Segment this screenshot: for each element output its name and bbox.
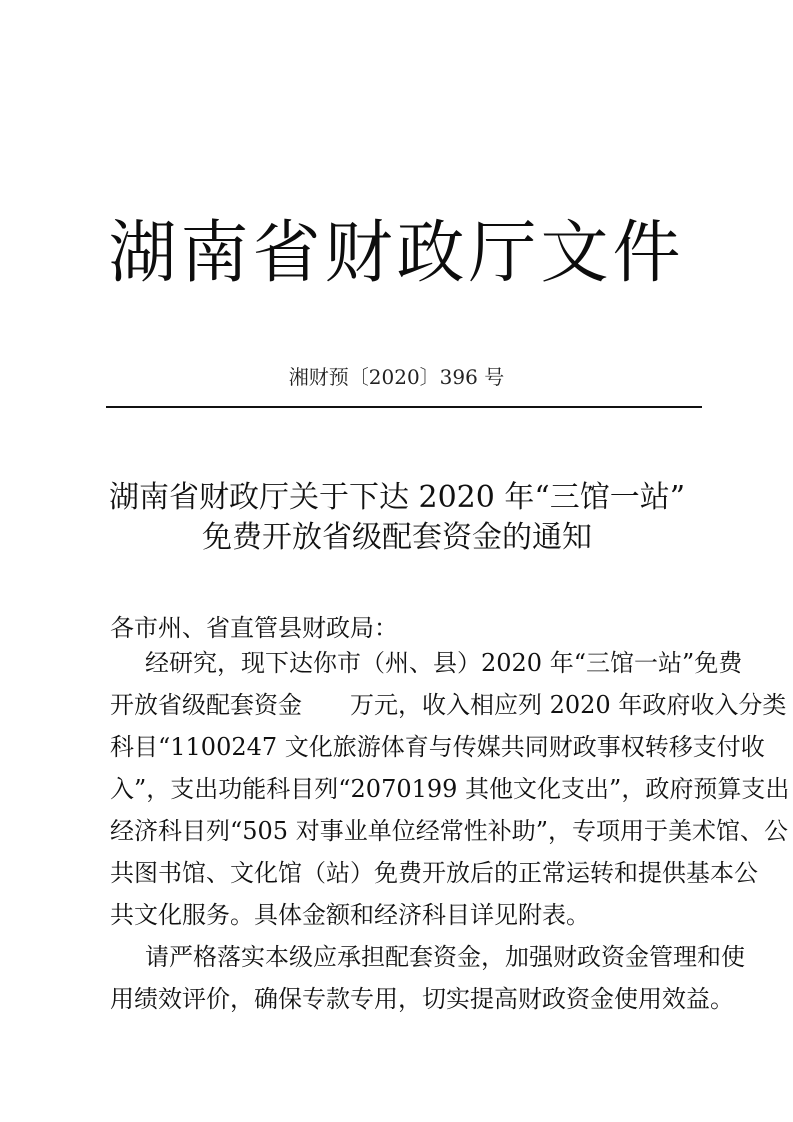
paragraph-1-line-2: 开放省级配套资金 万元，收入相应列 2020 年政府收入分类 [110,691,787,719]
paragraph-1-line-4: 入”，支出功能科目列“2070199 其他文化支出”，政府预算支出 [110,775,790,803]
recipient-line: 各市州、省直管县财政局： [110,614,398,642]
paragraph-1-line-3: 科目“1100247 文化旅游体育与传媒共同财政事权转移支付收 [110,733,765,761]
notice-title-line-1: 湖南省财政厅关于下达 2020 年“三馆一站” [108,480,686,515]
paragraph-1-line-5: 经济科目列“505 对事业单位经常性补助”，专项用于美术馆、公 [110,817,788,845]
paragraph-1-line-1: 经研究，现下达你市（州、县）2020 年“三馆一站”免费 [145,649,743,677]
document-number: 湘财预〔2020〕396 号 [288,365,505,389]
paragraph-1-line-6: 共图书馆、文化馆（站）免费开放后的正常运转和提供基本公 [110,859,758,887]
paragraph-1-line-7: 共文化服务。具体金额和经济科目详见附表。 [110,901,590,929]
paragraph-2-line-2: 用绩效评价，确保专款专用，切实提高财政资金使用效益。 [110,985,734,1013]
header-divider [106,406,702,408]
notice-title-line-2: 免费开放省级配套资金的通知 [202,520,592,555]
paragraph-2-line-1: 请严格落实本级应承担配套资金，加强财政资金管理和使 [145,943,745,971]
notice-title [95,478,699,558]
document-header-title: 湖南省财政厅文件 [108,214,685,293]
